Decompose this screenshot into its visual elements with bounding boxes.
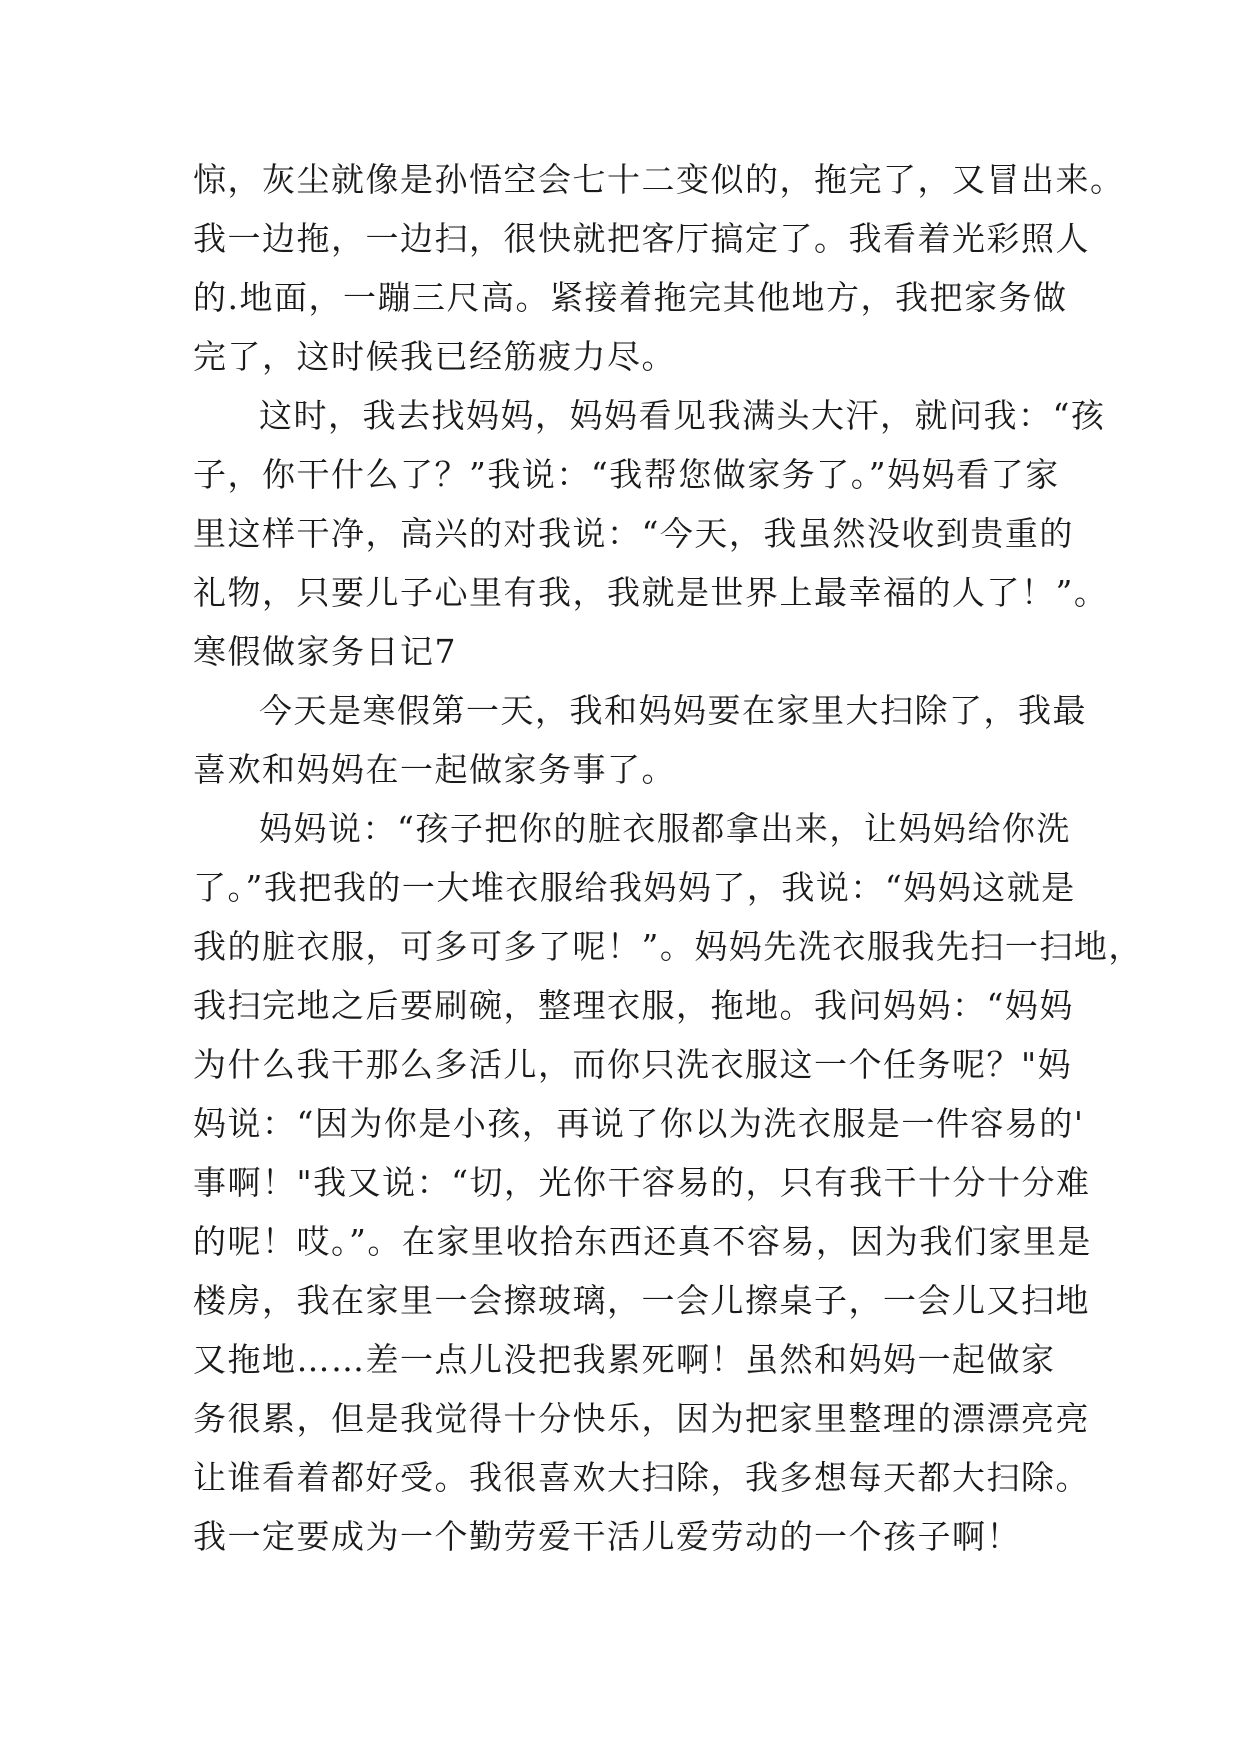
text-line: 我扫完地之后要刷碗，整理衣服，拖地。我问妈妈：“妈妈 — [193, 986, 1074, 1025]
text-line: 事啊！"我又说：“切，光你干容易的，只有我干十分十分难 — [193, 1163, 1091, 1202]
text-line: 喜欢和妈妈在一起做家务事了。 — [193, 750, 676, 789]
text-line: 完了，这时候我已经筋疲力尽。 — [193, 337, 676, 376]
text-line: 子，你干什么了？”我说：“我帮您做家务了。”妈妈看了家 — [193, 455, 1060, 494]
text-line: 妈说：“因为你是小孩，再说了你以为洗衣服是一件容易的' — [193, 1104, 1085, 1143]
document-body — [193, 150, 1143, 1566]
text-line: 为什么我干那么多活儿，而你只洗衣服这一个任务呢？"妈 — [193, 1045, 1073, 1084]
text-line: 惊，灰尘就像是孙悟空会七十二变似的，拖完了，又冒出来。 — [193, 160, 1125, 199]
paragraph-first-line: 妈妈说：“孩子把你的脏衣服都拿出来，让妈妈给你洗 — [259, 809, 1071, 848]
text-line: 了。”我把我的一大堆衣服给我妈妈了，我说：“妈妈这就是 — [193, 868, 1076, 907]
text-line: 我一边拖，一边扫，很快就把客厅搞定了。我看着光彩照人 — [193, 219, 1090, 258]
text-line: 让谁看着都好受。我很喜欢大扫除，我多想每天都大扫除。 — [193, 1458, 1090, 1497]
text-line: 的呢！哎。”。在家里收拾东西还真不容易，因为我们家里是 — [193, 1222, 1092, 1261]
text-line: 礼物，只要儿子心里有我，我就是世界上最幸福的人了！”。 — [193, 573, 1109, 612]
paragraph-first-line: 这时，我去找妈妈，妈妈看见我满头大汗，就问我：“孩 — [259, 396, 1106, 435]
text-line: 我一定要成为一个勤劳爱干活儿爱劳动的一个孩子啊！ — [193, 1517, 1021, 1556]
text-line: 务很累，但是我觉得十分快乐，因为把家里整理的漂漂亮亮 — [193, 1399, 1090, 1438]
text-line: 的.地面，一蹦三尺高。紧接着拖完其他地方，我把家务做 — [193, 278, 1068, 317]
paragraph-first-line: 今天是寒假第一天，我和妈妈要在家里大扫除了，我最 — [259, 691, 1087, 730]
text-line: 里这样干净，高兴的对我说：“今天，我虽然没收到贵重的 — [193, 514, 1074, 553]
text-line: 又拖地……差一点儿没把我累死啊！虽然和妈妈一起做家 — [193, 1340, 1056, 1379]
text-line: 楼房，我在家里一会擦玻璃，一会儿擦桌子，一会儿又扫地 — [193, 1281, 1090, 1320]
text-line: 我的脏衣服，可多可多了呢！”。妈妈先洗衣服我先扫一扫地， — [193, 927, 1143, 966]
section-heading: 寒假做家务日记7 — [193, 632, 457, 671]
